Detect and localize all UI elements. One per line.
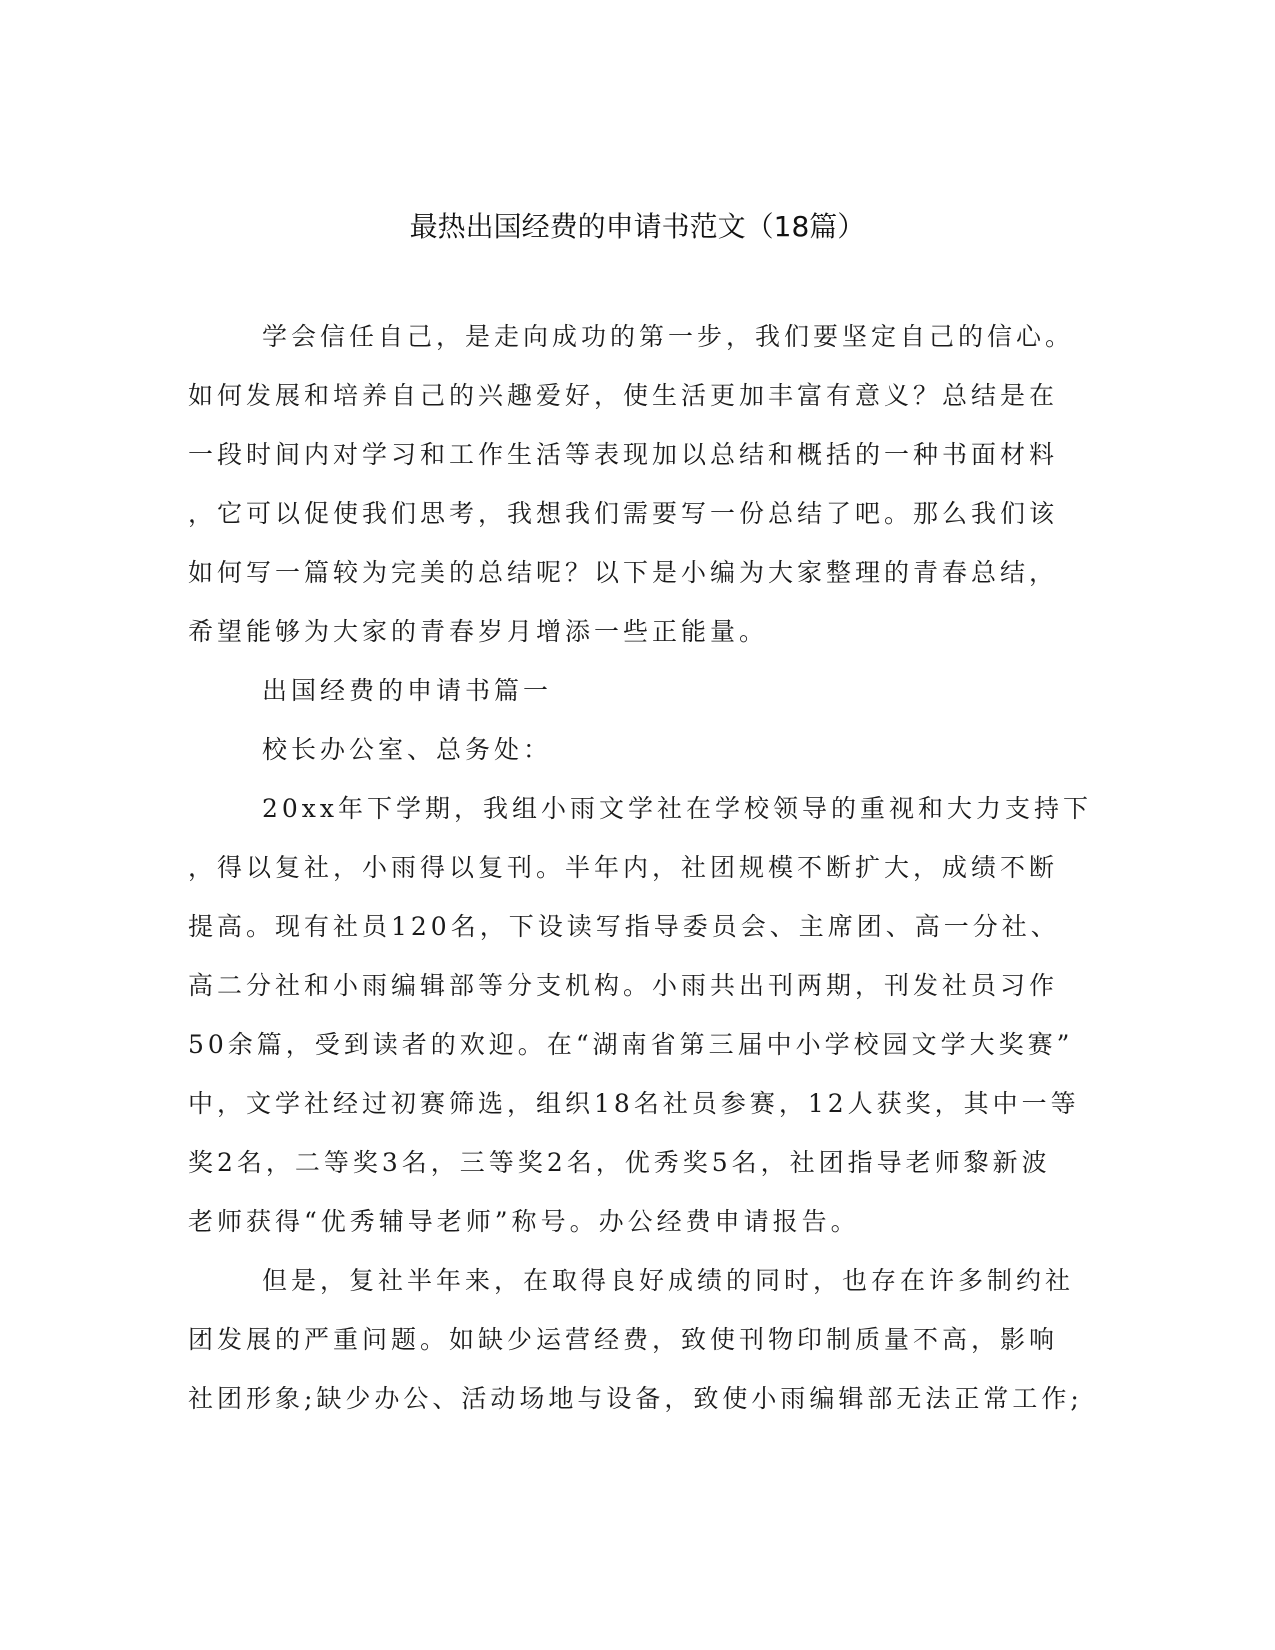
paragraph-line: 如何写一篇较为完美的总结呢？以下是小编为大家整理的青春总结， xyxy=(188,558,1059,587)
paragraph-line: ，得以复社，小雨得以复刊。半年内，社团规模不断扩大，成绩不断 xyxy=(188,853,1059,882)
paragraph-line: 但是，复社半年来，在取得良好成绩的同时，也存在许多制约社 xyxy=(262,1266,1075,1295)
paragraph-line: 希望能够为大家的青春岁月增添一些正能量。 xyxy=(188,617,769,646)
paragraph-line: 提高。现有社员120名，下设读写指导委员会、主席团、高一分社、 xyxy=(188,912,1060,941)
paragraph-line: 高二分社和小雨编辑部等分支机构。小雨共出刊两期，刊发社员习作 xyxy=(188,971,1059,1000)
paragraph-line: 老师获得“优秀辅导老师”称号。办公经费申请报告。 xyxy=(188,1207,860,1236)
paragraph-line: 团发展的严重问题。如缺少运营经费，致使刊物印制质量不高，影响 xyxy=(188,1325,1059,1354)
paragraph-line: 社团形象;缺少办公、活动场地与设备，致使小雨编辑部无法正常工作; xyxy=(188,1384,1083,1413)
paragraph-line: 中，文学社经过初赛筛选，组织18名社员参赛，12人获奖，其中一等 xyxy=(188,1089,1080,1118)
paragraph-line: 一段时间内对学习和工作生活等表现加以总结和概括的一种书面材料 xyxy=(188,440,1059,469)
document-title: 最热出国经费的申请书范文（18篇） xyxy=(409,210,866,243)
paragraph-line: 奖2名，二等奖3名，三等奖2名，优秀奖5名，社团指导老师黎新波 xyxy=(188,1148,1051,1177)
paragraph-line: 20xx年下学期，我组小雨文学社在学校领导的重视和大力支持下 xyxy=(262,794,1093,823)
section-heading: 出国经费的申请书篇一 xyxy=(262,676,553,705)
paragraph-line: 学会信任自己，是走向成功的第一步，我们要坚定自己的信心。 xyxy=(262,322,1075,351)
paragraph-line: ，它可以促使我们思考，我想我们需要写一份总结了吧。那么我们该 xyxy=(188,499,1059,528)
paragraph-line: 如何发展和培养自己的兴趣爱好，使生活更加丰富有意义？总结是在 xyxy=(188,381,1059,410)
paragraph-line: 50余篇，受到读者的欢迎。在“湖南省第三届中小学校园文学大奖赛” xyxy=(188,1030,1074,1059)
salutation: 校长办公室、总务处： xyxy=(262,735,553,764)
